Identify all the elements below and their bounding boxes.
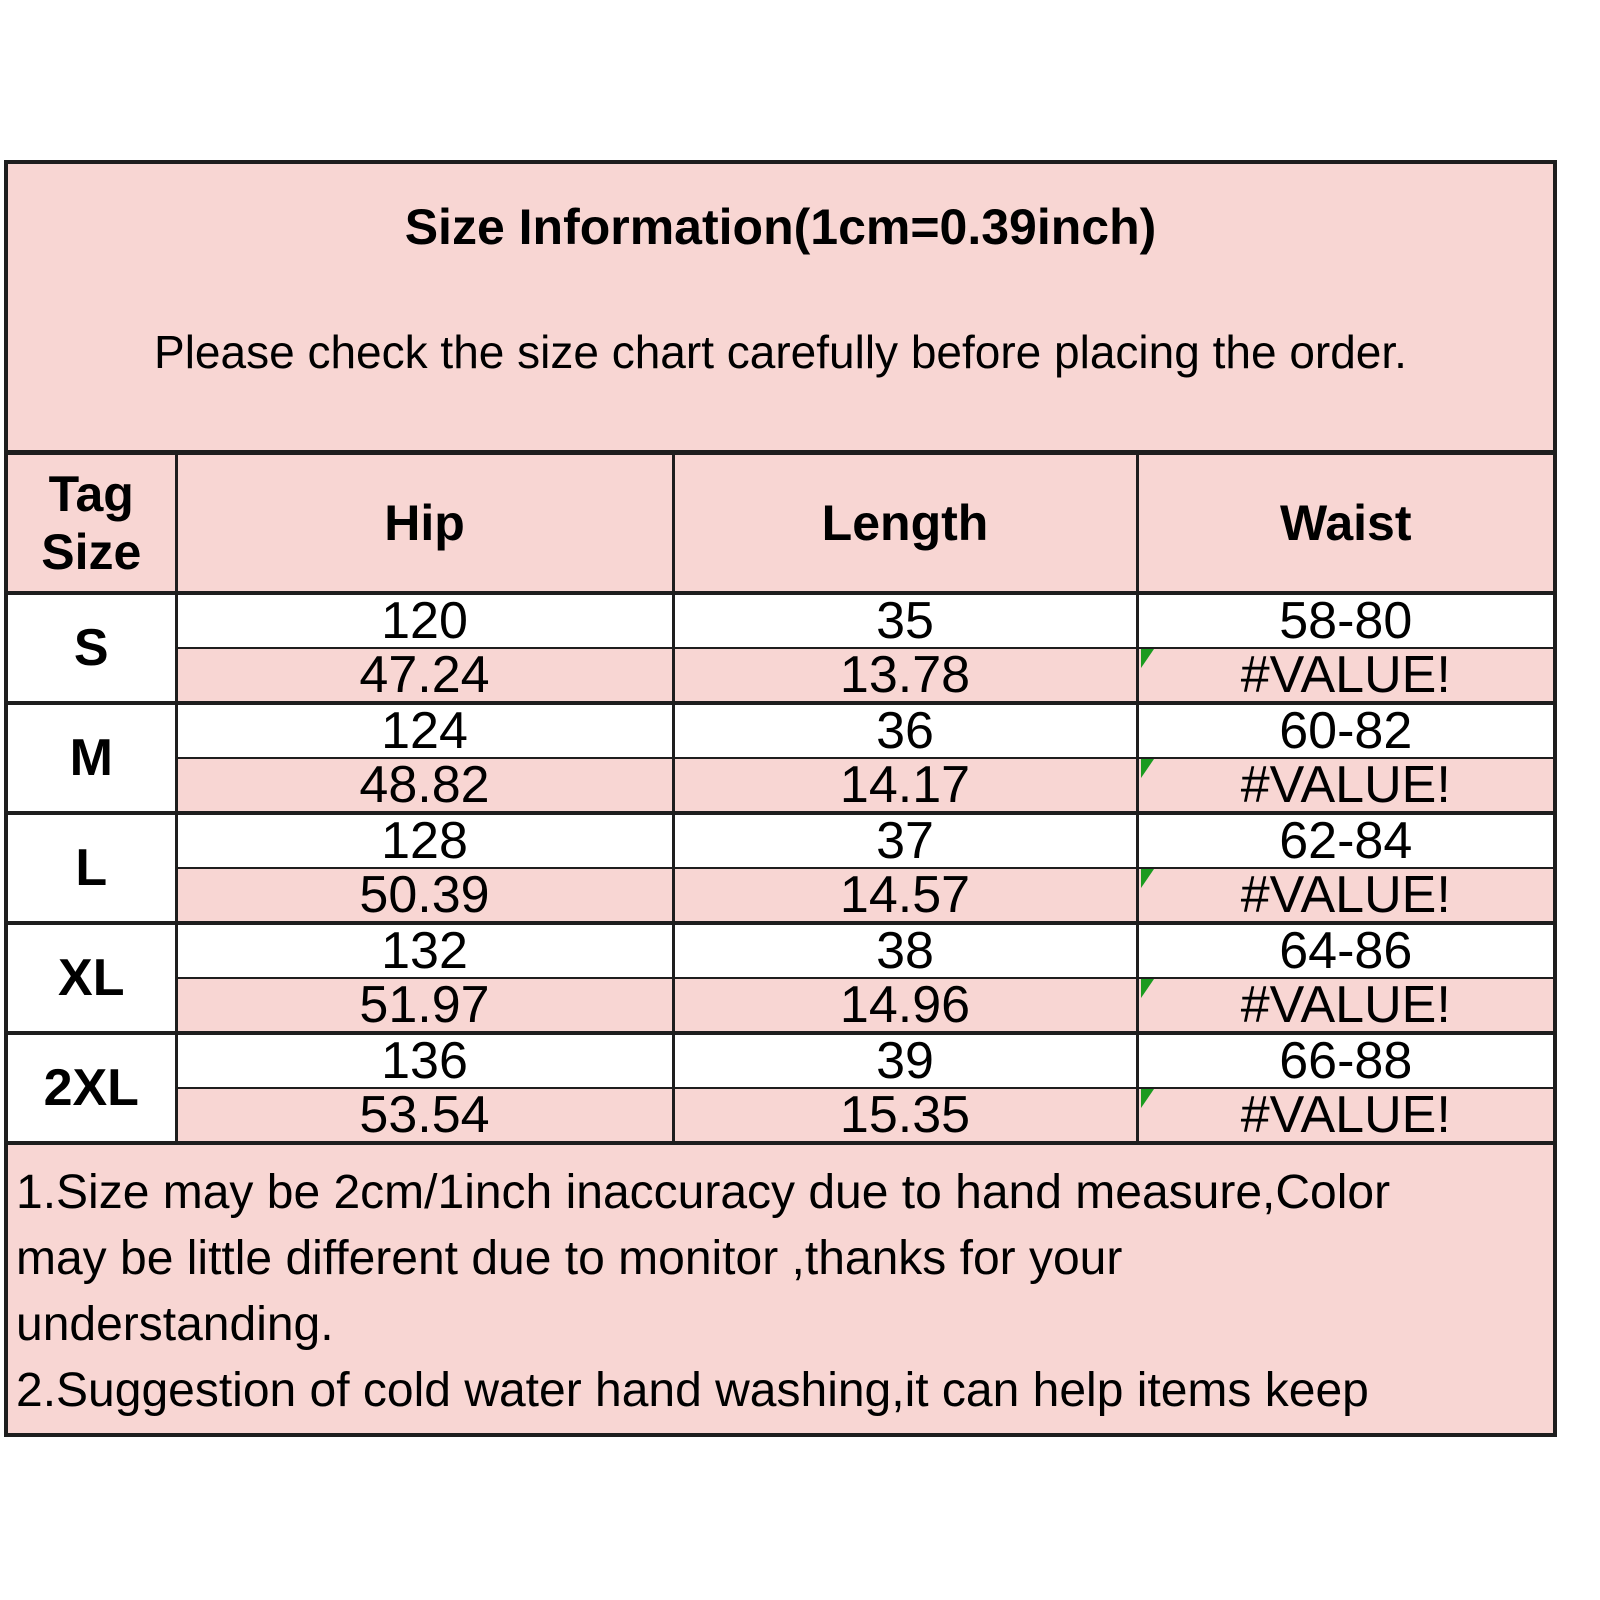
error-value-text: #VALUE!: [1240, 978, 1451, 1033]
table-row: [8, 703, 1553, 758]
table-row: [8, 648, 1553, 703]
table-row: [8, 1033, 1553, 1088]
error-indicator-triangle: [1141, 1089, 1154, 1108]
tag-size-line2: Size: [41, 524, 142, 580]
table-row: [8, 813, 1553, 868]
note-line-4: 2.Suggestion of cold water hand washing,it can help items keep: [16, 1364, 1369, 1417]
page-title: Size Information(1cm=0.39inch): [404, 199, 1157, 255]
s-length-inch: 13.78: [673, 648, 1137, 703]
xl-hip-inch: 51.97: [176, 978, 673, 1033]
s-waist-cm: 58-80: [1137, 593, 1553, 648]
tag-size-l: L: [8, 813, 176, 923]
note-line-1: 1.Size may be 2cm/1inch inaccuracy due to hand measure,Color: [16, 1166, 1391, 1219]
table-header-row: [8, 453, 1553, 594]
m-length-cm: 36: [673, 703, 1137, 758]
note-line-2: may be little different due to monitor ,thanks for your: [16, 1232, 1123, 1285]
xl-length-inch: 14.96: [673, 978, 1137, 1033]
tag-size-line1: Tag: [48, 466, 134, 522]
s-waist-inch-error: [1137, 648, 1553, 703]
col-header-length: Length: [673, 453, 1137, 594]
l-length-cm: 37: [673, 813, 1137, 868]
s-length-cm: 35: [673, 593, 1137, 648]
m-hip-cm: 124: [176, 703, 673, 758]
2xl-waist-inch-error: [1137, 1088, 1553, 1143]
2xl-hip-cm: 136: [176, 1033, 673, 1088]
tag-size-xl: XL: [8, 923, 176, 1033]
xl-waist-cm: 64-86: [1137, 923, 1553, 978]
l-waist-inch-error: [1137, 868, 1553, 923]
tag-size-2xl: 2XL: [8, 1033, 176, 1143]
2xl-length-cm: 39: [673, 1033, 1137, 1088]
error-value-text: #VALUE!: [1240, 648, 1451, 703]
xl-length-cm: 38: [673, 923, 1137, 978]
2xl-waist-cm: 66-88: [1137, 1033, 1553, 1088]
m-length-inch: 14.17: [673, 758, 1137, 813]
error-indicator-triangle: [1141, 649, 1154, 668]
m-waist-cm: 60-82: [1137, 703, 1553, 758]
error-value-text: #VALUE!: [1240, 868, 1451, 923]
m-hip-inch: 48.82: [176, 758, 673, 813]
m-waist-inch-error: [1137, 758, 1553, 813]
size-table: [8, 450, 1553, 1145]
table-row: [8, 1088, 1553, 1143]
note-line-3: understanding.: [16, 1298, 334, 1351]
error-indicator-triangle: [1141, 979, 1154, 998]
s-hip-cm: 120: [176, 593, 673, 648]
s-hip-inch: 47.24: [176, 648, 673, 703]
error-value-text: #VALUE!: [1240, 758, 1451, 813]
table-row: [8, 978, 1553, 1033]
col-header-hip: Hip: [176, 453, 673, 594]
xl-hip-cm: 132: [176, 923, 673, 978]
l-hip-cm: 128: [176, 813, 673, 868]
col-header-tag-size: [8, 453, 176, 594]
size-info-panel: [4, 160, 1557, 1437]
table-row: [8, 593, 1553, 648]
error-value-text: #VALUE!: [1240, 1088, 1451, 1143]
page-subtitle: Please check the size chart carefully before placing the order.: [154, 326, 1407, 378]
table-row: [8, 923, 1553, 978]
l-hip-inch: 50.39: [176, 868, 673, 923]
tag-size-m: M: [8, 703, 176, 813]
error-indicator-triangle: [1141, 759, 1154, 778]
xl-waist-inch-error: [1137, 978, 1553, 1033]
table-row: [8, 758, 1553, 813]
tag-size-s: S: [8, 593, 176, 703]
error-indicator-triangle: [1141, 869, 1154, 888]
l-length-inch: 14.57: [673, 868, 1137, 923]
l-waist-cm: 62-84: [1137, 813, 1553, 868]
2xl-length-inch: 15.35: [673, 1088, 1137, 1143]
2xl-hip-inch: 53.54: [176, 1088, 673, 1143]
table-row: [8, 868, 1553, 923]
col-header-waist: Waist: [1137, 453, 1553, 594]
